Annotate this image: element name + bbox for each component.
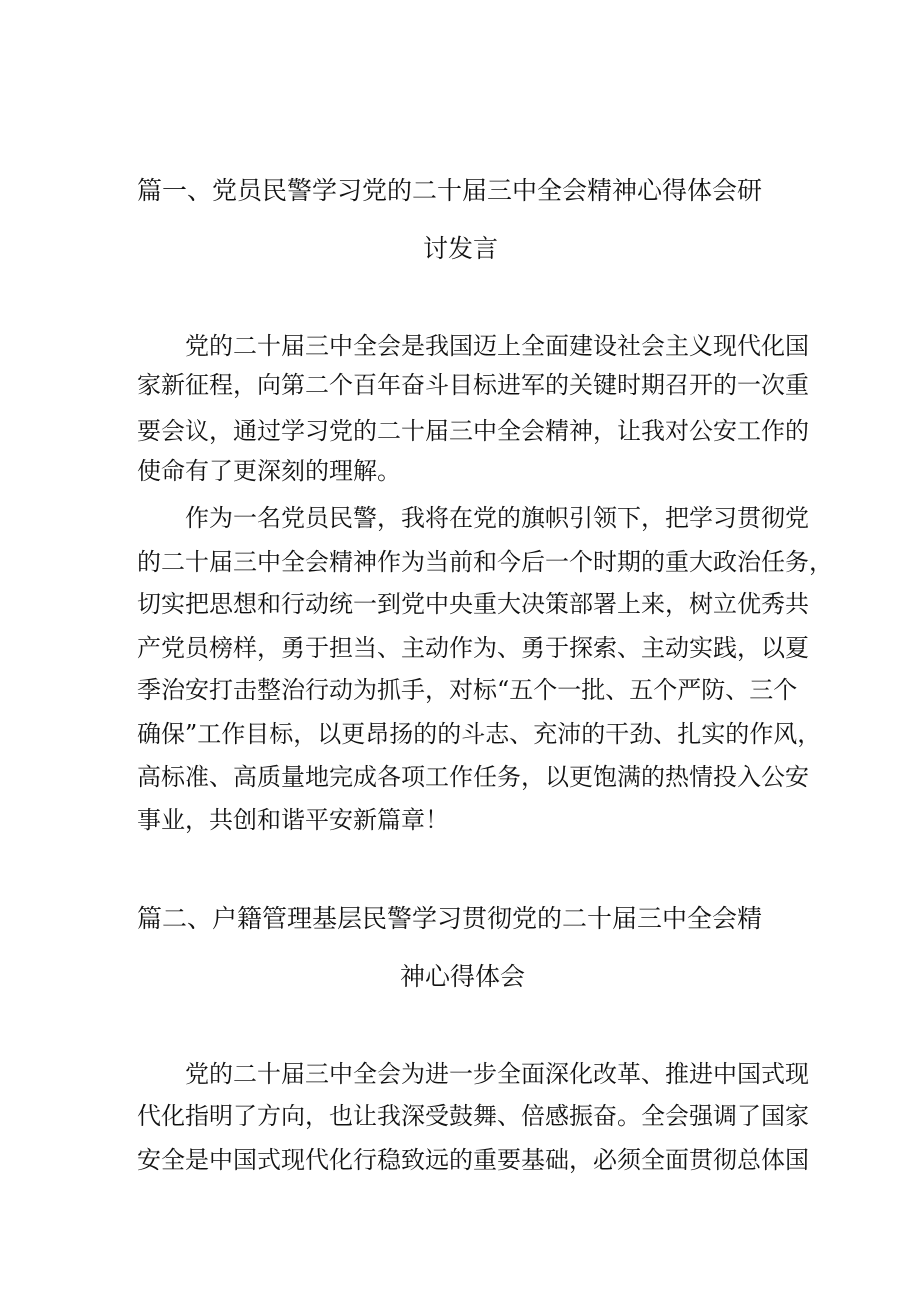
s1-p1-line-1: 党的二十届三中全会是我国迈上全面建设社会主义现代化国 — [185, 332, 809, 360]
s1-p2-line-1: 作为一名党员民警，我将在党的旗帜引领下，把学习贯彻党 — [185, 504, 809, 532]
s2-p1-line-2: 代化指明了方向，也让我深受鼓舞、倍感振奋。全会强调了国家 — [137, 1102, 809, 1130]
section-2-title-line-1: 篇二、户籍管理基层民警学习贯彻党的二十届三中全会精 — [137, 904, 763, 933]
section-2-title-line-2: 神心得体会 — [400, 962, 526, 991]
s1-p1-line-2: 家新征程，向第二个百年奋斗目标进军的关键时期召开的一次重 — [137, 371, 809, 399]
section-1-title-line-2: 讨发言 — [423, 234, 499, 263]
s1-p1-line-3: 要会议，通过学习党的二十届三中全会精神，让我对公安工作的 — [137, 417, 809, 445]
s2-p1-line-3: 安全是中国式现代化行稳致远的重要基础，必须全面贯彻总体国 — [137, 1146, 809, 1174]
s1-p2-line-2: 的二十届三中全会精神作为当前和今后一个时期的重大政治任务， — [137, 548, 833, 576]
s1-p2-line-6: 确保”工作目标，以更昂扬的的斗志、充沛的干劲、扎实的作风， — [137, 720, 822, 748]
s1-p2-line-5: 季治安打击整治行动为抓手，对标“五个一批、五个严防、三个 — [137, 676, 798, 704]
s1-p2-line-3: 切实把思想和行动统一到党中央重大决策部署上来，树立优秀共 — [137, 590, 809, 618]
s1-p1-line-4: 使命有了更深刻的理解。 — [137, 457, 401, 485]
section-1-title-line-1: 篇一、党员民警学习党的二十届三中全会精神心得体会研 — [137, 176, 763, 205]
s1-p2-line-4: 产党员榜样，勇于担当、主动作为、勇于探索、主动实践，以夏 — [137, 634, 809, 662]
s2-p1-line-1: 党的二十届三中全会为进一步全面深化改革、推进中国式现 — [185, 1060, 809, 1088]
s1-p2-line-7: 高标准、高质量地完成各项工作任务，以更饱满的热情投入公安 — [137, 763, 809, 791]
s1-p2-line-8: 事业，共创和谐平安新篇章！ — [137, 806, 449, 834]
